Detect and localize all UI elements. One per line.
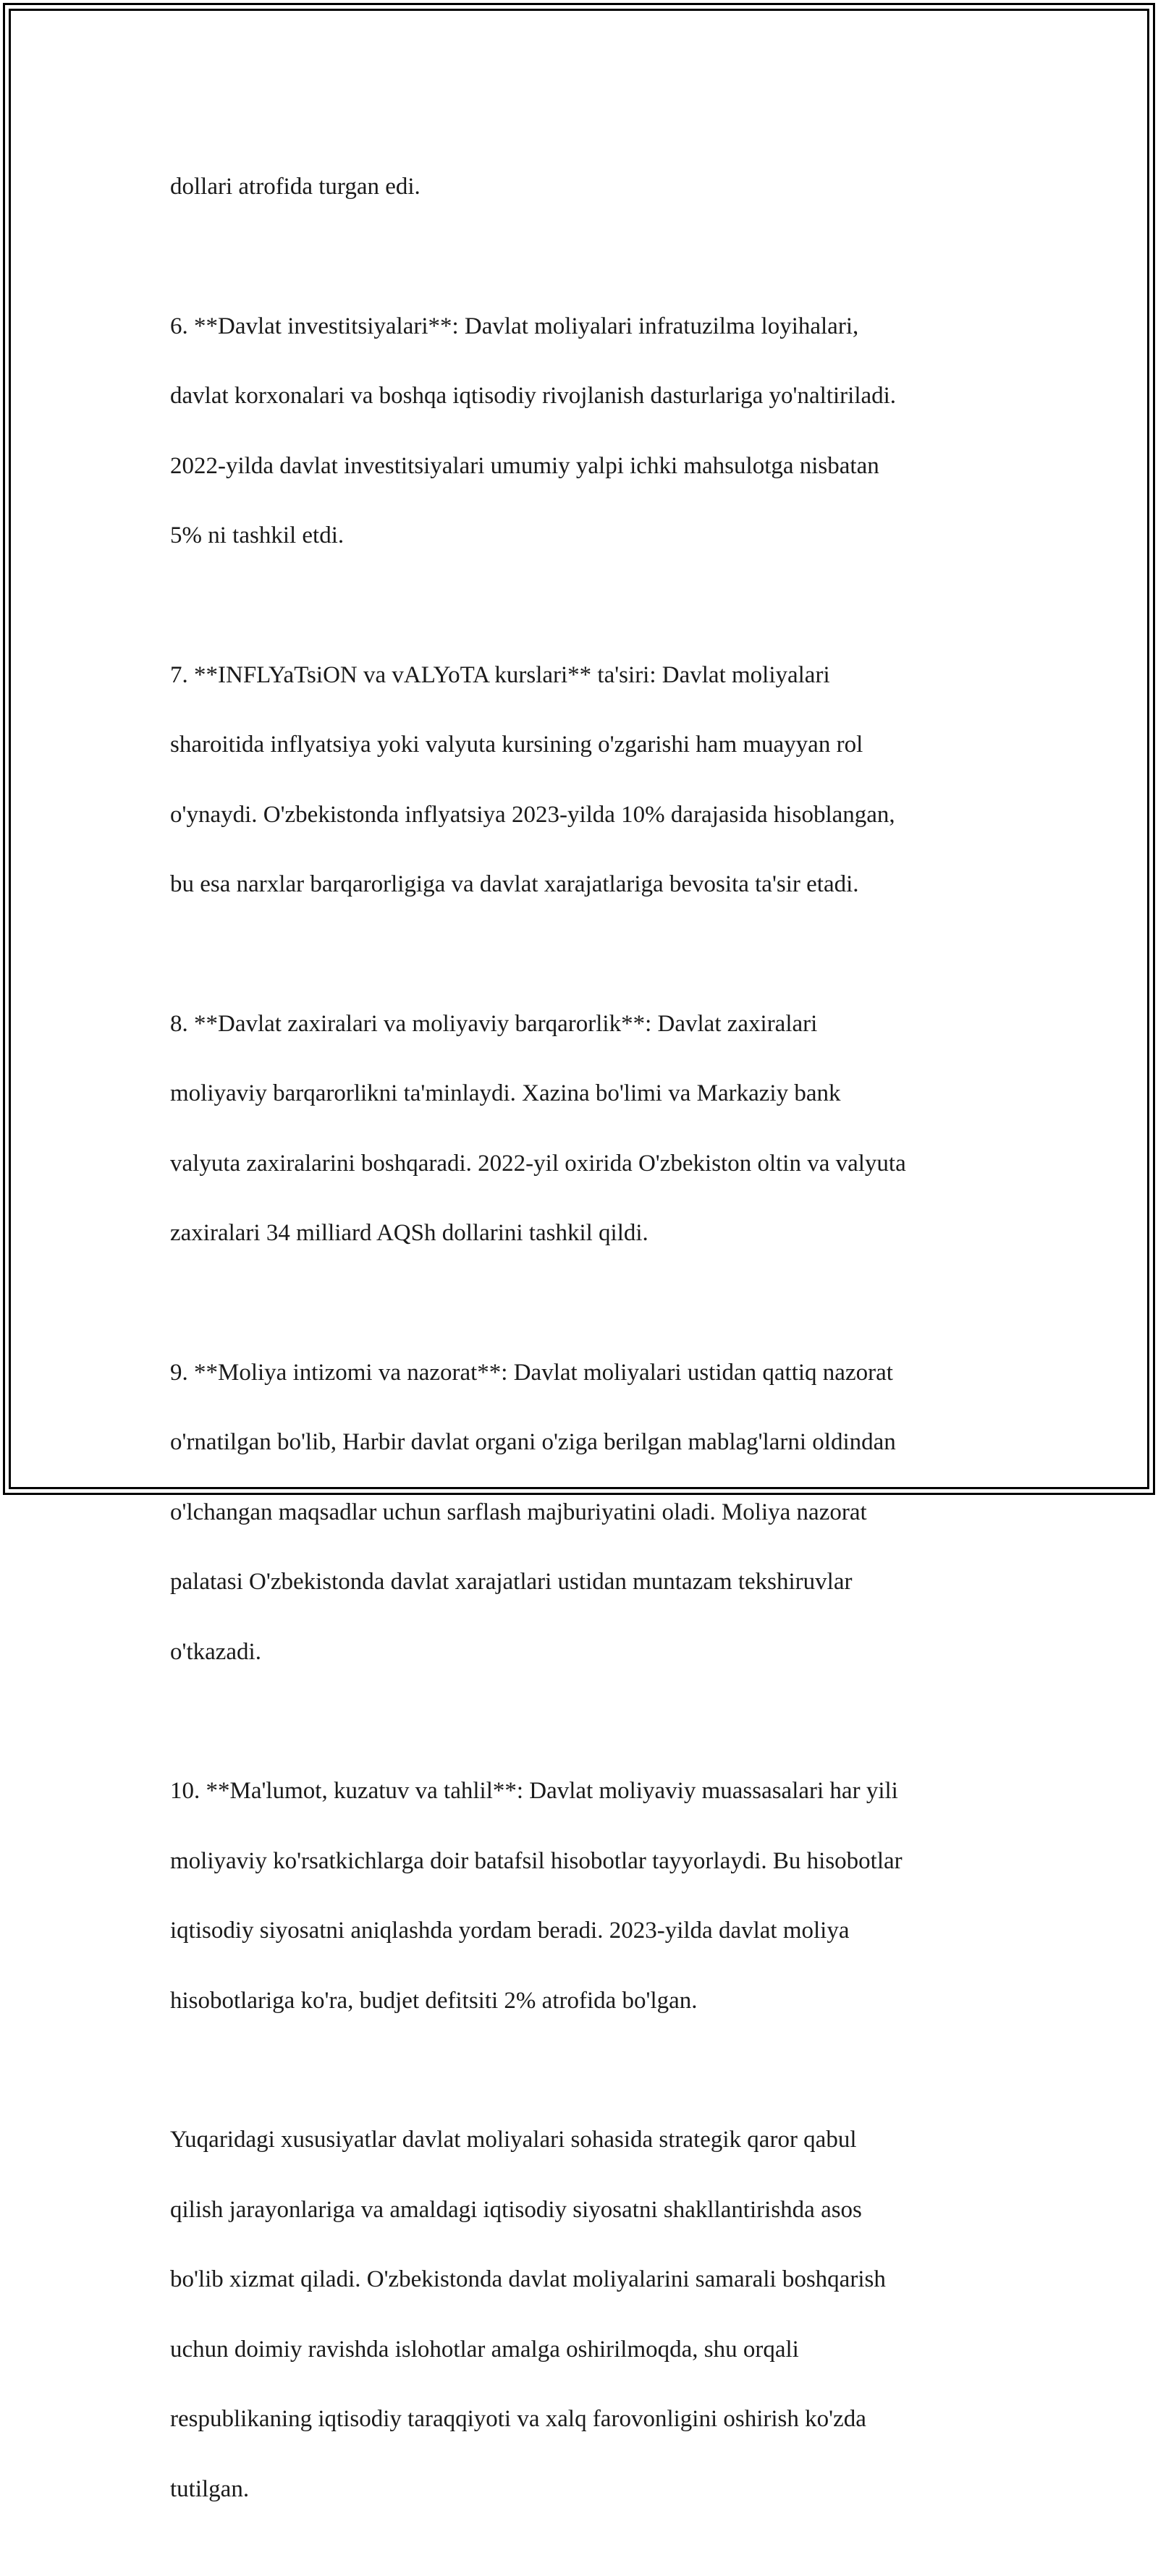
text-line: qilish jarayonlariga va amaldagi iqtisodiy siyosatni shakllantirishda asos [170, 2196, 862, 2223]
text-line: 7. **INFLYaTsiON va vALYoTA kurslari** ta'siri: Davlat moliyalari [170, 662, 830, 689]
text-line: o'ynaydi. O'zbekistonda inflyatsiya 2023-yilda 10% darajasida hisoblangan, [170, 801, 895, 828]
text-line: moliyaviy ko'rsatkichlarga doir batafsil hisobotlar tayyorlaydi. Bu hisobotlar [170, 1847, 903, 1874]
text-line: iqtisodiy siyosatni aniqlashda yordam beradi. 2023-yilda davlat moliya [170, 1918, 850, 1944]
text-line: hisobotlariga ko'ra, budjet defitsiti 2% atrofida bo'lgan. [170, 1987, 698, 2014]
text-line: tutilgan. [170, 2475, 250, 2502]
text-line: bu esa narxlar barqarorligiga va davlat xarajatlariga bevosita ta'sir etadi. [170, 871, 859, 898]
paragraph-item-8 [170, 972, 995, 1286]
text-line: o'tkazadi. [170, 1638, 261, 1665]
text-line: davlat korxonalari va boshqa iqtisodiy rivojlanish dasturlariga yo'naltiriladi. [170, 383, 897, 410]
text-line: sharoitida inflyatsiya yoki valyuta kursining o'zgarishi ham muayyan rol [170, 732, 863, 758]
text-line: 9. **Moliya intizomi va nazorat**: Davlat moliyalari ustidan qattiq nazorat [170, 1360, 893, 1386]
text-line: palatasi O'zbekistonda davlat xarajatlari ustidan muntazam tekshiruvlar [170, 1569, 853, 1596]
text-line: 2022-yilda davlat investitsiyalari umumiy yalpi ichki mahsulotga nisbatan [170, 452, 879, 479]
text-line: o'rnatilgan bo'lib, Harbir davlat organi o'ziga berilgan mablag'larni oldindan [170, 1429, 896, 1456]
text-line: uchun doimiy ravishda islohotlar amalga oshirilmoqda, shu orqali [170, 2336, 799, 2363]
text-line: respublikaning iqtisodiy taraqqiyoti va xalq farovonligini oshirish ko'zda [170, 2406, 866, 2433]
paragraph-item-6 [170, 274, 995, 588]
paragraph-item-9 [170, 1321, 995, 1704]
text-line: dollari atrofida turgan edi. [170, 174, 420, 200]
text-line: moliyaviy barqarorlikni ta'minlaydi. Xazina bo'limi va Markaziy bank [170, 1080, 841, 1107]
paragraph-item-7 [170, 623, 995, 937]
text-line: Yuqaridagi xususiyatlar davlat moliyalari sohasida strategik qaror qabul [170, 2127, 857, 2153]
text-line: 6. **Davlat investitsiyalari**: Davlat moliyalari infratuzilma loyihalari, [170, 313, 859, 339]
paragraph-continuation [170, 135, 995, 240]
text-line: 5% ni tashkil etdi. [170, 522, 345, 549]
text-line: valyuta zaxiralarini boshqaradi. 2022-yil oxirida O'zbekiston oltin va valyuta [170, 1150, 906, 1177]
text-line: 10. **Ma'lumot, kuzatuv va tahlil**: Davlat moliyaviy muassasalari har yili [170, 1778, 898, 1805]
text-line: 8. **Davlat zaxiralari va moliyaviy barqarorlik**: Davlat zaxiralari [170, 1011, 818, 1038]
document-body [170, 135, 995, 2576]
text-line: bo'lib xizmat qiladi. O'zbekistonda davlat moliyalarini samarali boshqarish [170, 2266, 886, 2293]
text-line: o'lchangan maqsadlar uchun sarflash majburiyatini oladi. Moliya nazorat [170, 1499, 867, 1525]
text-line: zaxiralari 34 milliard AQSh dollarini tashkil qildi. [170, 1220, 648, 1247]
paragraph-item-10 [170, 1739, 995, 2053]
paragraph-conclusion [170, 2088, 995, 2541]
